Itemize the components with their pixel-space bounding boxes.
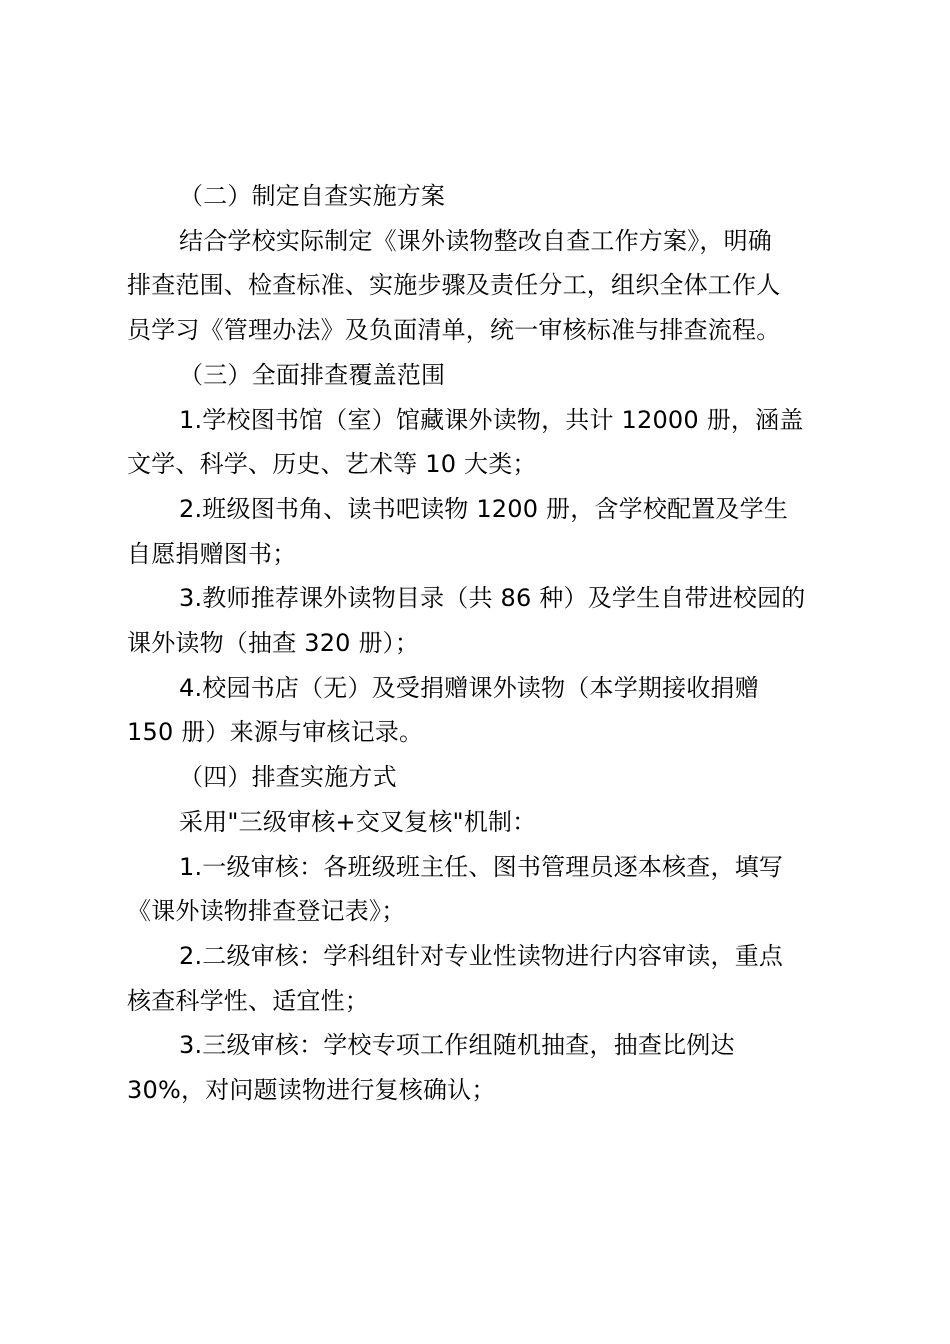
text-line: 排查范围、检查标准、实施步骤及责任分工，组织全体工作人 xyxy=(127,271,781,300)
text-line: （四）排查实施方式 xyxy=(179,763,397,792)
text-line: 2.二级审核：学科组针对专业性读物进行内容审读，重点 xyxy=(179,941,784,970)
text-line: 1.学校图书馆（室）馆藏课外读物，共计 12000 册，涵盖 xyxy=(179,405,804,434)
text-line: 《课外读物排查登记表》； xyxy=(127,897,406,926)
text-line: 课外读物（抽查 320 册）； xyxy=(127,629,420,658)
scope-item-2 xyxy=(127,487,833,576)
heading-2 xyxy=(127,174,833,219)
document-body xyxy=(127,174,833,1113)
method-item-2 xyxy=(127,934,833,1023)
text-line: 3.三级审核：学校专项工作组随机抽查，抽查比例达 xyxy=(179,1031,735,1060)
text-line: 30%，对问题读物进行复核确认； xyxy=(127,1076,496,1105)
text-line: 3.教师推荐课外读物目录（共 86 种）及学生自带进校园的 xyxy=(179,584,806,613)
text-line: （三）全面排查覆盖范围 xyxy=(179,360,446,389)
text-line: 文学、科学、历史、艺术等 10 大类； xyxy=(127,450,537,479)
scope-item-4 xyxy=(127,666,833,755)
scope-item-3 xyxy=(127,576,833,665)
text-line: 2.班级图书角、读书吧读物 1200 册，含学校配置及学生 xyxy=(179,494,789,523)
text-line: 4.校园书店（无）及受捐赠课外读物（本学期接收捐赠 xyxy=(179,673,759,702)
text-line: 采用"三级审核+交叉复核"机制： xyxy=(179,807,537,836)
method-item-3 xyxy=(127,1023,833,1112)
text-line: （二）制定自查实施方案 xyxy=(179,182,446,210)
text-line: 自愿捐赠图书； xyxy=(127,539,297,568)
text-line: 结合学校实际制定《课外读物整改自查工作方案》，明确 xyxy=(179,226,772,255)
method-intro xyxy=(127,800,833,845)
scope-item-1 xyxy=(127,398,833,487)
text-line: 员学习《管理办法》及负面清单，统一审核标准与排查流程。 xyxy=(127,316,781,345)
heading-4 xyxy=(127,755,833,800)
heading-3 xyxy=(127,353,833,398)
paragraph-2-body xyxy=(127,219,833,353)
text-line: 1.一级审核：各班级班主任、图书管理员逐本核查，填写 xyxy=(179,852,784,881)
text-line: 150 册）来源与审核记录。 xyxy=(127,718,424,747)
method-item-1 xyxy=(127,845,833,934)
text-line: 核查科学性、适宜性； xyxy=(127,986,369,1015)
